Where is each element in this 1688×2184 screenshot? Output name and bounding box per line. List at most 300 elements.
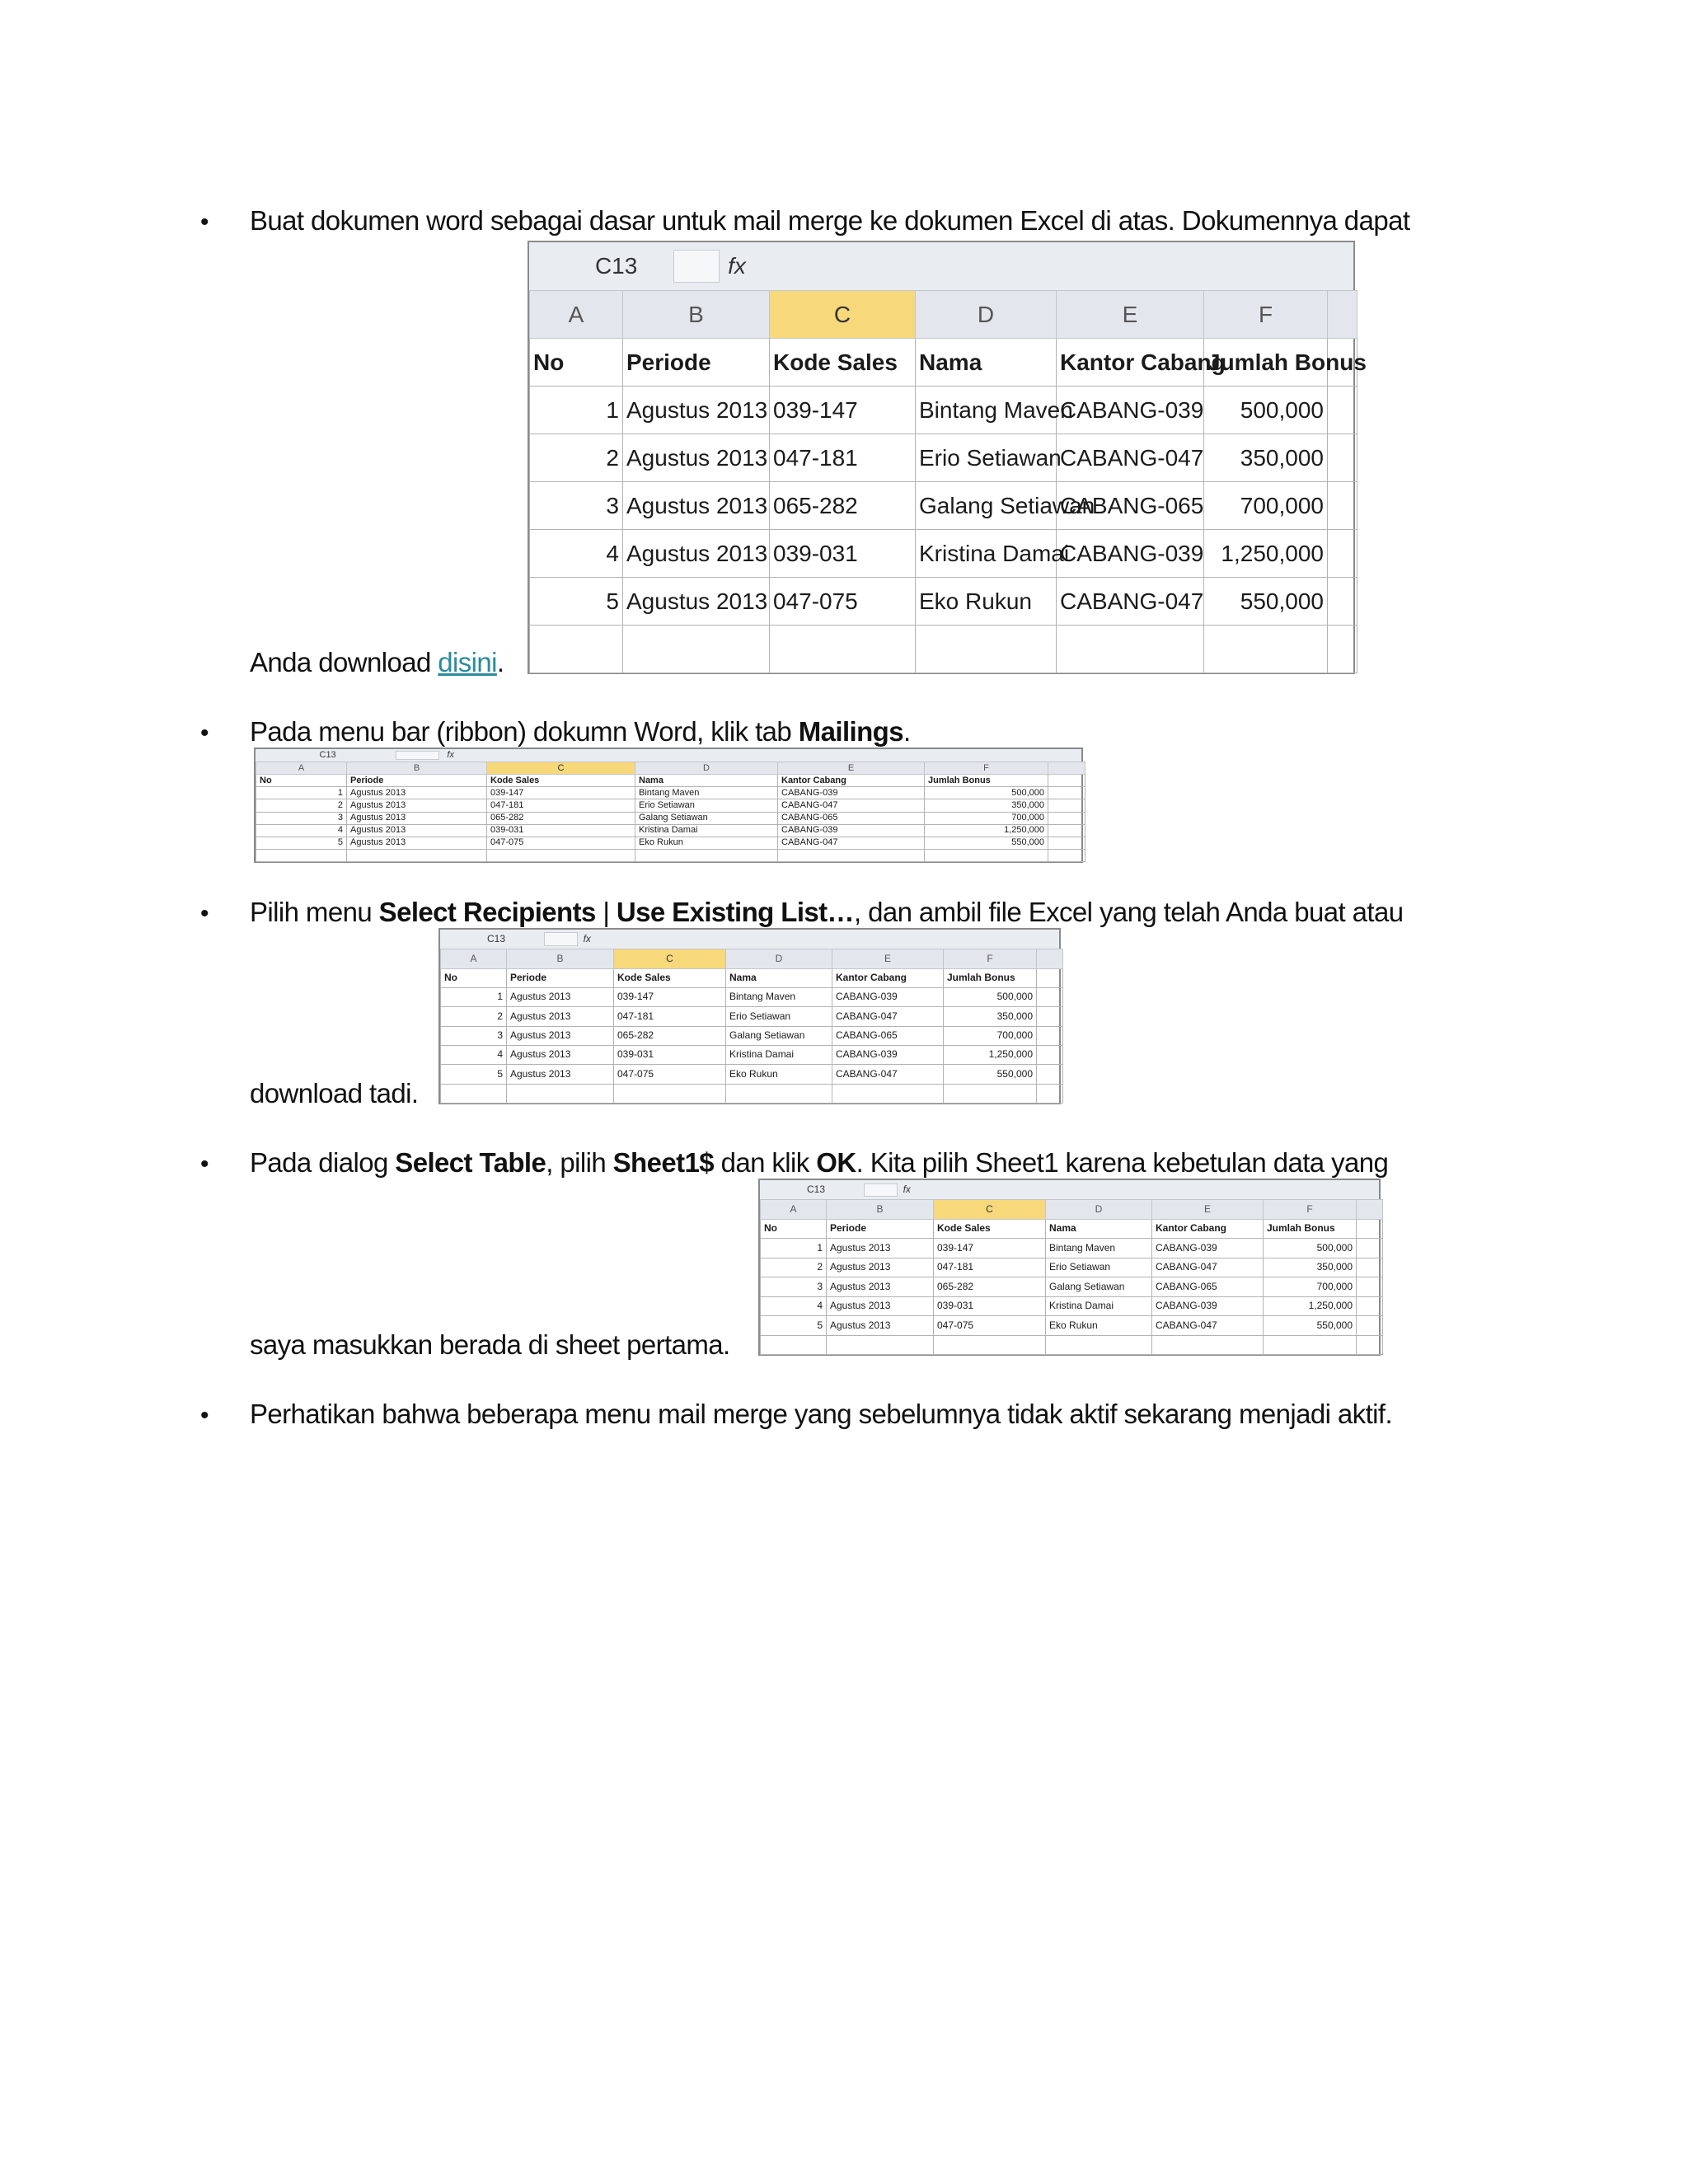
table-cell: CABANG-065	[1152, 1277, 1264, 1296]
bold-term: Use Existing List…	[616, 897, 854, 927]
header-cell: Jumlah Bonus	[944, 968, 1037, 987]
column-header: C	[614, 949, 726, 968]
table-cell: Bintang Maven	[635, 787, 778, 799]
formula-bar	[256, 749, 1081, 762]
fx-icon: fx	[447, 750, 454, 760]
header-cell: Nama	[635, 775, 778, 787]
empty-cell	[1328, 387, 1357, 434]
text-run: |	[595, 897, 617, 927]
table-row	[761, 1296, 1383, 1315]
table-row	[441, 1045, 1063, 1064]
empty-cell	[1046, 1335, 1152, 1354]
empty-cell	[635, 849, 778, 861]
table-cell: Kristina Damai	[916, 530, 1057, 578]
data-grid	[440, 949, 1063, 1104]
excel-table-screenshot-3	[438, 928, 1061, 1104]
column-header: C	[934, 1200, 1046, 1219]
table-cell: CABANG-047	[1152, 1258, 1264, 1277]
table-row	[256, 799, 1085, 812]
table-row	[530, 434, 1357, 482]
table-row	[441, 1065, 1063, 1084]
bullet-marker: •	[200, 209, 209, 236]
empty-cell	[934, 1335, 1046, 1354]
table-cell: 700,000	[1204, 482, 1328, 530]
table-cell: 500,000	[944, 987, 1037, 1006]
table-cell: 039-147	[487, 787, 635, 799]
bullet-4-line-2	[250, 1329, 730, 1361]
empty-cell	[1264, 1335, 1357, 1354]
empty-cell	[614, 1084, 726, 1103]
table-cell: Kristina Damai	[1046, 1296, 1152, 1315]
table-cell: 2	[256, 799, 347, 812]
table-cell: Bintang Maven	[1046, 1239, 1152, 1258]
table-cell: 4	[530, 530, 623, 578]
empty-cell	[778, 849, 925, 861]
empty-cell	[1328, 434, 1357, 482]
bullet-3-line-2	[250, 1077, 418, 1110]
header-cell: Kantor Cabang	[1152, 1219, 1264, 1238]
table-cell: CABANG-047	[778, 799, 925, 812]
table-cell: 550,000	[925, 837, 1048, 849]
bullet-marker: •	[200, 719, 209, 747]
bullet-1-line-1	[250, 204, 1409, 237]
header-cell: Kode Sales	[614, 968, 726, 987]
text-run: .	[903, 716, 911, 747]
table-cell: Eko Rukun	[635, 837, 778, 849]
empty-cell	[1037, 1007, 1063, 1026]
name-box: C13	[594, 253, 638, 279]
table-cell: Agustus 2013	[623, 578, 770, 626]
formula-bar	[760, 1180, 1379, 1200]
table-cell: 065-282	[934, 1277, 1046, 1296]
table-cell: Agustus 2013	[507, 1026, 614, 1045]
column-header: E	[832, 949, 944, 968]
table-cell: 065-282	[614, 1026, 726, 1045]
table-cell: 065-282	[487, 812, 635, 824]
column-header-row	[256, 762, 1085, 775]
column-header: F	[1204, 291, 1328, 339]
column-header-row	[441, 949, 1063, 968]
table-cell: 1,250,000	[944, 1045, 1037, 1064]
empty-cell	[1357, 1335, 1383, 1354]
table-cell: 350,000	[1264, 1258, 1357, 1277]
formula-bar	[440, 930, 1059, 949]
bold-term: Mailings	[798, 716, 903, 747]
empty-cell	[832, 1084, 944, 1103]
table-cell: Agustus 2013	[623, 434, 770, 482]
table-cell: 1	[761, 1239, 827, 1258]
table-cell: Agustus 2013	[507, 987, 614, 1006]
table-cell: 5	[256, 837, 347, 849]
empty-cell	[256, 849, 347, 861]
table-row	[530, 387, 1357, 434]
empty-cell	[1328, 578, 1357, 626]
header-cell: Nama	[726, 968, 832, 987]
table-cell: 1,250,000	[925, 824, 1048, 837]
table-cell: CABANG-039	[1057, 387, 1204, 434]
table-cell: 047-075	[934, 1316, 1046, 1335]
table-cell: Erio Setiawan	[1046, 1258, 1152, 1277]
table-cell: 500,000	[1204, 387, 1328, 434]
empty-cell	[623, 626, 770, 673]
table-cell: Bintang Maven	[916, 387, 1057, 434]
table-cell: CABANG-039	[778, 824, 925, 837]
table-cell: Agustus 2013	[347, 824, 487, 837]
table-cell: Eko Rukun	[1046, 1316, 1152, 1335]
table-cell: Galang Setiawan	[916, 482, 1057, 530]
bullet-5-line-1	[250, 1398, 1392, 1431]
table-cell: 550,000	[1264, 1316, 1357, 1335]
header-cell: Kode Sales	[487, 775, 635, 787]
header-cell: Kantor Cabang	[1057, 339, 1204, 387]
column-header: D	[1046, 1200, 1152, 1219]
table-cell: Agustus 2013	[827, 1258, 934, 1277]
table-cell: 1	[441, 987, 507, 1006]
table-cell: Galang Setiawan	[635, 812, 778, 824]
bullet-3-line-1	[250, 896, 1403, 929]
empty-cell	[1037, 987, 1063, 1006]
text-run: , pilih	[546, 1147, 613, 1178]
column-header: F	[944, 949, 1037, 968]
table-cell: Agustus 2013	[623, 482, 770, 530]
column-header: E	[778, 762, 925, 775]
text-run: .	[496, 647, 504, 677]
formula-bar	[529, 242, 1353, 291]
table-row	[761, 1239, 1383, 1258]
table-cell: Agustus 2013	[623, 387, 770, 434]
table-cell: 1	[256, 787, 347, 799]
header-cell: No	[441, 968, 507, 987]
empty-cell	[925, 849, 1048, 861]
column-header: B	[507, 949, 614, 968]
empty-cell	[1048, 775, 1085, 787]
blank-row	[530, 626, 1357, 673]
empty-cell	[1037, 1026, 1063, 1045]
column-header: E	[1057, 291, 1204, 339]
formula-dropdown	[673, 250, 719, 284]
table-cell: Agustus 2013	[507, 1007, 614, 1026]
table-cell: 700,000	[944, 1026, 1037, 1045]
empty-cell	[1357, 1239, 1383, 1258]
column-header: B	[347, 762, 487, 775]
table-cell: Agustus 2013	[827, 1296, 934, 1315]
table-cell: Eko Rukun	[916, 578, 1057, 626]
column-header: A	[530, 291, 623, 339]
name-box: C13	[807, 1183, 826, 1195]
table-cell: 1,250,000	[1264, 1296, 1357, 1315]
empty-cell	[1048, 837, 1085, 849]
table-cell: Agustus 2013	[623, 530, 770, 578]
table-cell: 039-147	[614, 987, 726, 1006]
text-run: Anda download	[250, 647, 438, 677]
table-cell: CABANG-039	[1152, 1239, 1264, 1258]
empty-cell	[1357, 1316, 1383, 1335]
header-row	[441, 968, 1063, 987]
table-cell: 3	[441, 1026, 507, 1045]
empty-cell	[944, 1084, 1037, 1103]
column-header: A	[441, 949, 507, 968]
bold-term: Sheet1$	[612, 1147, 715, 1178]
text-run: dan klik	[714, 1147, 817, 1178]
fx-icon: fx	[903, 1183, 911, 1195]
empty-cell	[1048, 849, 1085, 861]
table-cell: 047-181	[770, 434, 916, 482]
table-row	[441, 1026, 1063, 1045]
name-box: C13	[487, 933, 506, 944]
table-cell: CABANG-047	[1057, 434, 1204, 482]
table-cell: 5	[530, 578, 623, 626]
fx-icon: fx	[728, 253, 746, 279]
table-cell: Galang Setiawan	[1046, 1277, 1152, 1296]
blank-row	[441, 1084, 1063, 1103]
column-header: A	[761, 1200, 827, 1219]
table-row	[530, 578, 1357, 626]
empty-cell	[1328, 482, 1357, 530]
header-row	[761, 1219, 1383, 1238]
table-cell: 2	[761, 1258, 827, 1277]
empty-cell	[1357, 1277, 1383, 1296]
table-cell: Bintang Maven	[726, 987, 832, 1006]
table-cell: Eko Rukun	[726, 1065, 832, 1084]
empty-cell	[530, 626, 623, 673]
empty-cell	[1048, 824, 1085, 837]
empty-cell	[441, 1084, 507, 1103]
table-cell: 4	[761, 1296, 827, 1315]
table-cell: Erio Setiawan	[635, 799, 778, 812]
empty-cell	[1037, 968, 1063, 987]
empty-cell	[1357, 1219, 1383, 1238]
empty-cell	[1204, 626, 1328, 673]
empty-cell	[726, 1084, 832, 1103]
blank-row	[256, 849, 1085, 861]
table-cell: CABANG-065	[832, 1026, 944, 1045]
table-row	[530, 530, 1357, 578]
table-cell: 047-075	[614, 1065, 726, 1084]
column-header-empty	[1328, 291, 1357, 339]
empty-cell	[1328, 626, 1357, 673]
table-row	[761, 1316, 1383, 1335]
column-header: D	[726, 949, 832, 968]
table-cell: 4	[256, 824, 347, 837]
table-cell: Agustus 2013	[347, 787, 487, 799]
table-cell: 550,000	[1204, 578, 1328, 626]
table-cell: Erio Setiawan	[916, 434, 1057, 482]
empty-cell	[770, 626, 916, 673]
table-cell: 700,000	[925, 812, 1048, 824]
data-grid	[529, 290, 1367, 673]
empty-cell	[1048, 787, 1085, 799]
excel-table-screenshot-2	[254, 748, 1083, 863]
header-cell: Kantor Cabang	[832, 968, 944, 987]
table-cell: 039-147	[934, 1239, 1046, 1258]
table-cell: CABANG-039	[1152, 1296, 1264, 1315]
bullet-1-line-2	[250, 646, 504, 679]
table-cell: CABANG-047	[1057, 578, 1204, 626]
header-cell: Kode Sales	[770, 339, 916, 387]
table-row	[441, 1007, 1063, 1026]
bullet-marker: •	[200, 1151, 209, 1178]
table-cell: 039-147	[770, 387, 916, 434]
text-run: Perhatikan bahwa beberapa menu mail merge yang sebelumnya tidak aktif sekarang menjadi aktif.	[250, 1399, 1393, 1429]
table-cell: Galang Setiawan	[726, 1026, 832, 1045]
table-cell: 047-181	[487, 799, 635, 812]
table-cell: 5	[441, 1065, 507, 1084]
table-cell: Kristina Damai	[635, 824, 778, 837]
table-cell: Agustus 2013	[347, 799, 487, 812]
empty-cell	[827, 1335, 934, 1354]
empty-cell	[1152, 1335, 1264, 1354]
table-row	[530, 482, 1357, 530]
table-row	[761, 1277, 1383, 1296]
table-row	[256, 837, 1085, 849]
excel-table-screenshot-4	[758, 1179, 1381, 1356]
table-cell: CABANG-047	[832, 1065, 944, 1084]
table-cell: 047-075	[770, 578, 916, 626]
excel-table-screenshot-1	[528, 241, 1367, 674]
table-cell: 350,000	[1204, 434, 1328, 482]
header-cell: No	[761, 1219, 827, 1238]
column-header-row	[761, 1200, 1383, 1219]
table-cell: 039-031	[770, 530, 916, 578]
column-header: C	[487, 762, 635, 775]
table-cell: Kristina Damai	[726, 1045, 832, 1064]
column-header: A	[256, 762, 347, 775]
header-cell: Kantor Cabang	[778, 775, 925, 787]
table-cell: 039-031	[614, 1045, 726, 1064]
table-cell: CABANG-039	[832, 1045, 944, 1064]
text-run: Pada dialog	[250, 1147, 396, 1178]
table-row	[441, 987, 1063, 1006]
table-cell: CABANG-047	[832, 1007, 944, 1026]
table-cell: CABANG-039	[1057, 530, 1204, 578]
table-cell: 047-181	[934, 1258, 1046, 1277]
table-cell: Agustus 2013	[827, 1316, 934, 1335]
table-cell: Agustus 2013	[347, 812, 487, 824]
column-header: D	[635, 762, 778, 775]
formula-dropdown	[544, 932, 578, 945]
table-cell: CABANG-065	[1057, 482, 1204, 530]
header-cell: Nama	[916, 339, 1057, 387]
table-cell: 4	[441, 1045, 507, 1064]
header-cell: No	[256, 775, 347, 787]
empty-cell	[1057, 626, 1204, 673]
table-cell: Agustus 2013	[507, 1065, 614, 1084]
formula-dropdown	[864, 1183, 898, 1197]
table-cell: Agustus 2013	[827, 1277, 934, 1296]
column-header: E	[1152, 1200, 1264, 1219]
table-row	[761, 1258, 1383, 1277]
bold-term: OK	[816, 1147, 856, 1178]
table-cell: 3	[256, 812, 347, 824]
empty-cell	[1357, 1258, 1383, 1277]
table-cell: 047-075	[487, 837, 635, 849]
download-link[interactable]: disini	[438, 647, 497, 677]
column-header: C	[770, 291, 916, 339]
table-cell: 1,250,000	[1204, 530, 1328, 578]
empty-cell	[1037, 1045, 1063, 1064]
column-header: D	[916, 291, 1057, 339]
column-header-row	[530, 291, 1357, 339]
text-run: , dan ambil file Excel yang telah Anda buat atau	[853, 897, 1404, 927]
text-run: saya masukkan berada di sheet pertama.	[250, 1329, 730, 1360]
header-cell: Periode	[623, 339, 770, 387]
name-box: C13	[319, 750, 336, 760]
column-header-empty	[1357, 1200, 1383, 1219]
empty-cell	[1357, 1296, 1383, 1315]
header-row	[256, 775, 1085, 787]
table-cell: 500,000	[925, 787, 1048, 799]
empty-cell	[1048, 799, 1085, 812]
table-cell: 065-282	[770, 482, 916, 530]
bullet-marker: •	[200, 1402, 209, 1429]
table-cell: 5	[761, 1316, 827, 1335]
empty-cell	[916, 626, 1057, 673]
table-cell: 2	[530, 434, 623, 482]
empty-cell	[507, 1084, 614, 1103]
header-cell: Periode	[507, 968, 614, 987]
column-header-empty	[1037, 949, 1063, 968]
bold-term: Select Table	[395, 1147, 546, 1178]
text-run: Buat dokumen word sebagai dasar untuk mail merge ke dokumen Excel di atas. Dokumennya dapat	[250, 205, 1410, 236]
table-cell: 350,000	[944, 1007, 1037, 1026]
data-grid	[760, 1199, 1383, 1355]
table-row	[256, 824, 1085, 837]
text-run: Pada menu bar (ribbon) dokumn Word, klik tab	[250, 716, 799, 747]
table-cell: CABANG-047	[778, 837, 925, 849]
text-run: Pilih menu	[250, 897, 379, 927]
table-cell: 039-031	[487, 824, 635, 837]
header-row	[530, 339, 1357, 387]
empty-cell	[1328, 530, 1357, 578]
table-row	[256, 812, 1085, 824]
table-cell: CABANG-065	[778, 812, 925, 824]
bullet-4-line-1	[250, 1146, 1388, 1179]
data-grid	[256, 762, 1085, 862]
empty-cell	[1037, 1084, 1063, 1103]
table-cell: 2	[441, 1007, 507, 1026]
table-cell: 700,000	[1264, 1277, 1357, 1296]
column-header: F	[1264, 1200, 1357, 1219]
header-cell: Periode	[827, 1219, 934, 1238]
table-cell: CABANG-039	[832, 987, 944, 1006]
empty-cell	[1048, 812, 1085, 824]
empty-cell	[347, 849, 487, 861]
formula-dropdown	[396, 751, 439, 760]
table-cell: Agustus 2013	[827, 1239, 934, 1258]
header-cell: No	[530, 339, 623, 387]
bullet-marker: •	[200, 900, 209, 927]
header-cell: Jumlah Bonus	[1204, 339, 1328, 387]
table-cell: CABANG-039	[778, 787, 925, 799]
bold-term: Select Recipients	[378, 897, 596, 927]
blank-row	[761, 1335, 1383, 1354]
table-cell: 3	[530, 482, 623, 530]
column-header: B	[827, 1200, 934, 1219]
header-cell: Jumlah Bonus	[1264, 1219, 1357, 1238]
table-cell: 350,000	[925, 799, 1048, 812]
empty-cell	[761, 1335, 827, 1354]
header-cell: Kode Sales	[934, 1219, 1046, 1238]
column-header-empty	[1048, 762, 1085, 775]
empty-cell	[1037, 1065, 1063, 1084]
table-cell: 3	[761, 1277, 827, 1296]
empty-cell	[487, 849, 635, 861]
header-cell: Jumlah Bonus	[925, 775, 1048, 787]
table-cell: 039-031	[934, 1296, 1046, 1315]
text-run: download tadi.	[250, 1078, 419, 1108]
bullet-2-line-1	[250, 715, 911, 748]
table-cell: Agustus 2013	[507, 1045, 614, 1064]
